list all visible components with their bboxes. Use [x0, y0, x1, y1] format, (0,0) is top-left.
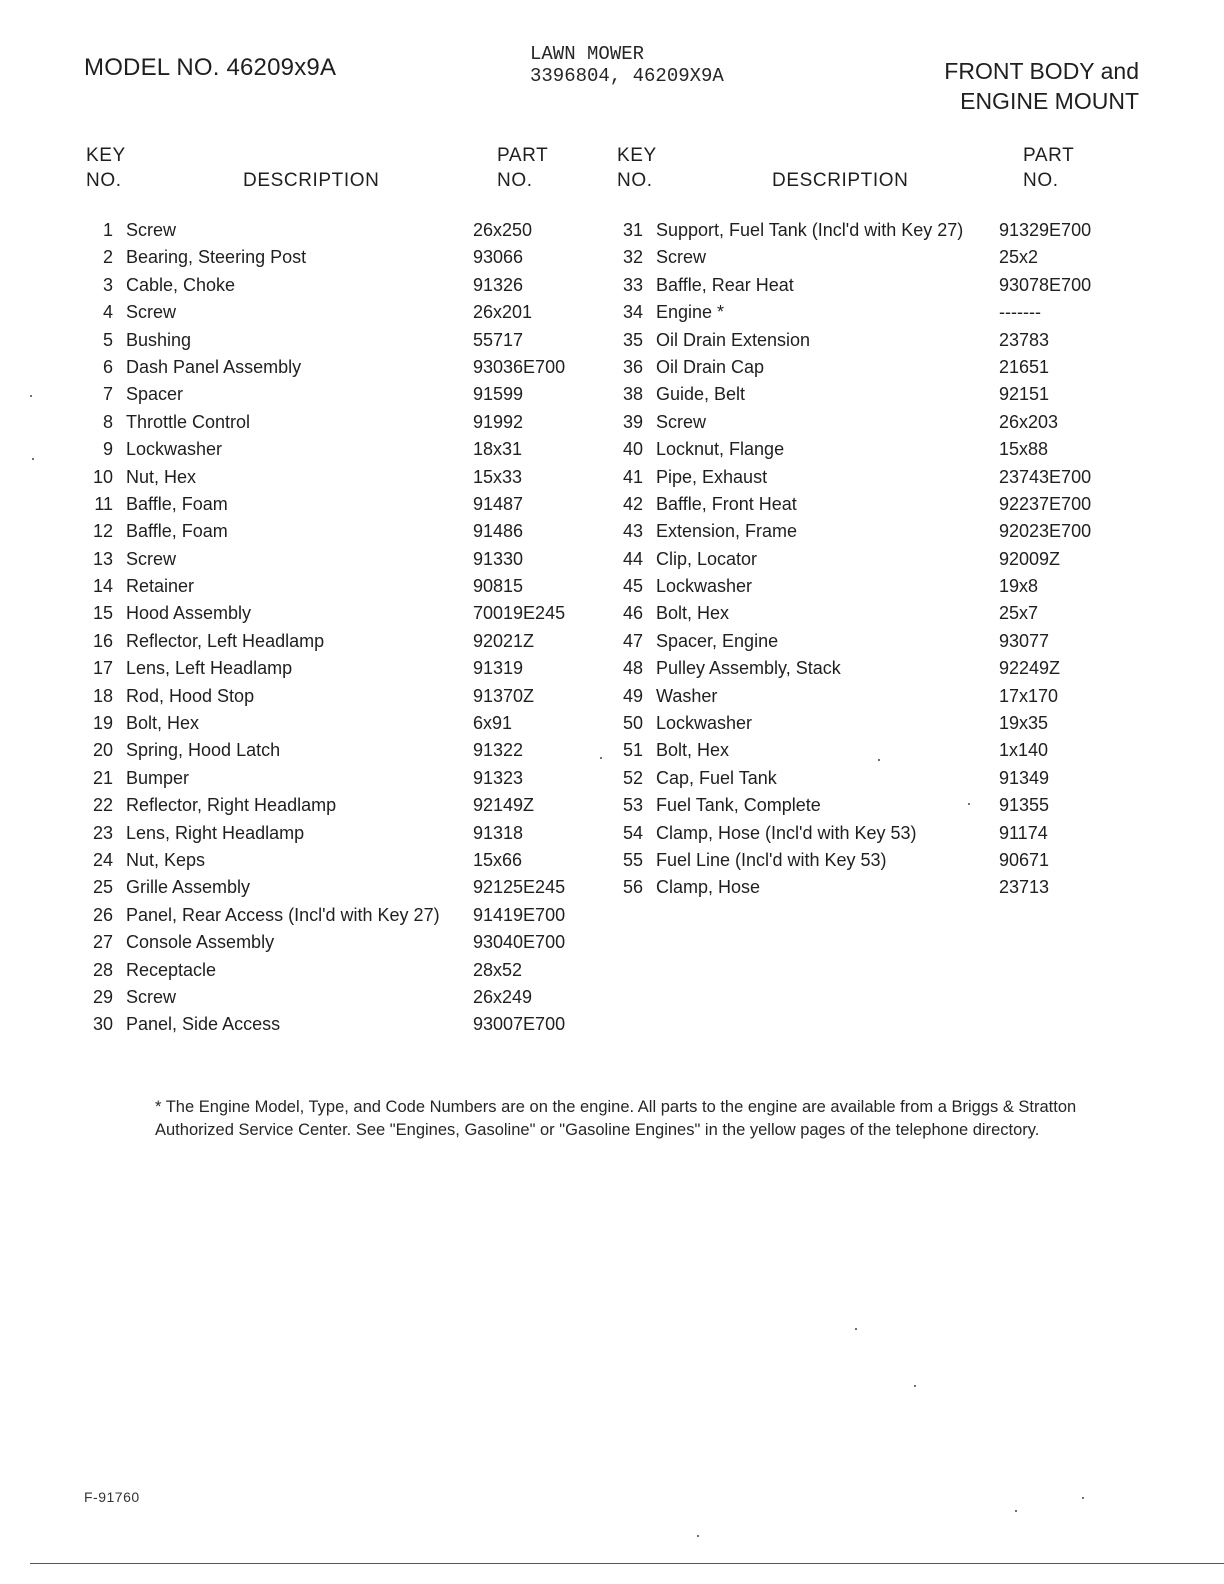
scan-speck	[30, 395, 32, 397]
key-number: 52	[622, 767, 643, 788]
section-title-line-1: FRONT BODY and	[944, 58, 1139, 84]
key-number: 39	[622, 411, 643, 432]
part-number: 91319	[473, 658, 524, 679]
part-row	[91, 549, 591, 576]
part-number: 91349	[999, 767, 1050, 788]
part-row	[91, 795, 591, 822]
part-number: 91326	[473, 274, 524, 295]
part-number: 91487	[473, 493, 524, 514]
part-number: 91330	[473, 548, 524, 569]
part-number: 25x2	[999, 247, 1039, 268]
key-no-header-right: KEY NO.	[617, 145, 657, 191]
key-number: 46	[622, 603, 643, 624]
part-row	[621, 275, 1121, 302]
scan-speck	[914, 1385, 916, 1387]
part-row	[91, 686, 591, 713]
part-row	[91, 823, 591, 850]
part-row	[621, 603, 1121, 630]
part-row	[91, 330, 591, 357]
key-number: 44	[622, 548, 643, 569]
part-number: -------	[999, 302, 1041, 323]
scan-speck	[697, 1535, 699, 1537]
part-row	[621, 412, 1121, 439]
key-number: 11	[94, 493, 113, 514]
part-row	[621, 220, 1121, 247]
part-description: Cable, Choke	[126, 274, 236, 295]
part-number: 91370Z	[473, 685, 535, 706]
part-number: 18x31	[473, 439, 523, 460]
part-number: 91322	[473, 740, 524, 761]
part-description: Baffle, Foam	[126, 521, 228, 542]
part-number: 1x140	[999, 740, 1049, 761]
bottom-rule	[30, 1563, 1224, 1564]
form-number: F-91760	[84, 1489, 140, 1505]
part-row	[91, 521, 591, 548]
part-row	[91, 932, 591, 959]
part-row	[621, 302, 1121, 329]
part-description: Bolt, Hex	[656, 603, 730, 624]
part-row	[91, 603, 591, 630]
part-description: Panel, Rear Access (Incl'd with Key 27)	[126, 904, 440, 925]
part-number: 15x33	[473, 466, 523, 487]
part-description: Screw	[126, 986, 177, 1007]
description-header-right: DESCRIPTION	[772, 170, 909, 191]
part-row	[91, 247, 591, 274]
key-number: 56	[622, 877, 643, 898]
key-number: 18	[92, 685, 113, 706]
part-row	[91, 658, 591, 685]
key-number: 38	[622, 384, 643, 405]
part-number: 93078E700	[999, 274, 1092, 295]
part-row	[621, 247, 1121, 274]
part-number: 92021Z	[473, 630, 535, 651]
key-number: 53	[622, 795, 643, 816]
part-description: Baffle, Foam	[126, 493, 228, 514]
part-row	[91, 987, 591, 1014]
part-description: Bumper	[126, 767, 190, 788]
part-number: 23783	[999, 329, 1050, 350]
part-description: Guide, Belt	[656, 384, 746, 405]
part-number: 93066	[473, 247, 524, 268]
part-number: 91419E700	[473, 904, 566, 925]
key-number: 15	[92, 603, 113, 624]
part-number: 91323	[473, 767, 524, 788]
part-number: 15x66	[473, 849, 523, 870]
part-description: Rod, Hood Stop	[126, 685, 255, 706]
part-description: Screw	[126, 302, 177, 323]
description-header-left: DESCRIPTION	[243, 170, 380, 191]
part-number: 91992	[473, 411, 524, 432]
part-description: Grille Assembly	[126, 877, 251, 898]
key-number: 23	[92, 822, 113, 843]
part-description: Lockwasher	[656, 713, 753, 734]
key-number: 20	[92, 740, 113, 761]
part-row	[621, 850, 1121, 877]
scan-speck	[600, 757, 602, 759]
part-description: Receptacle	[126, 959, 217, 980]
part-number: 25x7	[999, 603, 1039, 624]
key-number: 29	[92, 986, 113, 1007]
key-number: 35	[622, 329, 643, 350]
part-description: Bearing, Steering Post	[126, 247, 307, 268]
part-description: Panel, Side Access	[126, 1014, 281, 1035]
part-row	[621, 740, 1121, 767]
part-description: Console Assembly	[126, 932, 275, 953]
part-description: Spring, Hood Latch	[126, 740, 281, 761]
key-number: 41	[622, 466, 643, 487]
part-description: Washer	[656, 685, 718, 706]
part-row	[621, 384, 1121, 411]
part-row	[91, 357, 591, 384]
part-description: Baffle, Front Heat	[656, 493, 797, 514]
part-description: Engine *	[656, 302, 725, 323]
part-no-header-right: PART NO.	[1023, 145, 1075, 191]
key-number: 22	[92, 795, 113, 816]
key-number: 13	[92, 548, 113, 569]
part-row	[91, 275, 591, 302]
part-description: Lockwasher	[656, 576, 753, 597]
part-row	[91, 439, 591, 466]
part-description: Hood Assembly	[126, 603, 252, 624]
part-number: 93036E700	[473, 356, 566, 377]
key-no-header-left: KEY NO.	[86, 145, 126, 191]
key-number: 51	[622, 740, 643, 761]
part-description: Screw	[656, 411, 707, 432]
part-number: 19x35	[999, 713, 1049, 734]
part-row	[621, 658, 1121, 685]
part-row	[91, 1014, 591, 1041]
part-row	[621, 795, 1121, 822]
part-number: 92149Z	[473, 795, 535, 816]
part-description: Nut, Keps	[126, 849, 206, 870]
part-row	[621, 494, 1121, 521]
part-row	[621, 549, 1121, 576]
part-number: 26x203	[999, 411, 1059, 432]
key-number: 30	[92, 1014, 113, 1035]
part-number: 19x8	[999, 576, 1039, 597]
part-description: Throttle Control	[126, 411, 251, 432]
part-description: Screw	[126, 548, 177, 569]
part-row	[91, 713, 591, 740]
key-number: 40	[622, 439, 643, 460]
parts-list-left	[91, 220, 591, 1042]
part-description: Bolt, Hex	[656, 740, 730, 761]
part-row	[621, 713, 1121, 740]
part-row	[91, 631, 591, 658]
section-heading	[944, 56, 1139, 116]
scan-speck	[968, 803, 970, 805]
part-description: Oil Drain Extension	[656, 329, 811, 350]
part-number: 91599	[473, 384, 524, 405]
key-number: 10	[92, 466, 113, 487]
part-row	[621, 768, 1121, 795]
part-description: Screw	[656, 247, 707, 268]
key-number: 21	[92, 767, 113, 788]
part-row	[91, 960, 591, 987]
part-row	[91, 412, 591, 439]
part-row	[621, 330, 1121, 357]
part-description: Retainer	[126, 576, 195, 597]
part-number: 26x250	[473, 220, 533, 240]
product-name: LAWN MOWER	[530, 43, 645, 65]
part-number: 23713	[999, 877, 1050, 898]
key-number: 14	[92, 576, 113, 597]
key-number: 50	[622, 713, 643, 734]
part-description: Fuel Line (Incl'd with Key 53)	[656, 849, 887, 870]
part-number: 91174	[999, 822, 1048, 843]
part-row	[621, 686, 1121, 713]
part-number: 55717	[473, 329, 524, 350]
part-no-header-left: PART NO.	[497, 145, 549, 191]
key-number: 42	[622, 493, 643, 514]
key-number: 49	[622, 685, 643, 706]
part-description: Clamp, Hose	[656, 877, 761, 898]
part-description: Lockwasher	[126, 439, 223, 460]
key-number: 34	[622, 302, 643, 323]
model-number: MODEL NO. 46209x9A	[84, 54, 337, 81]
product-heading	[530, 43, 724, 87]
part-number: 21651	[999, 356, 1050, 377]
key-number: 3	[102, 274, 113, 295]
part-row	[91, 740, 591, 767]
key-number: 4	[102, 302, 113, 323]
key-number: 54	[622, 822, 643, 843]
part-row	[91, 576, 591, 603]
part-description: Nut, Hex	[126, 466, 197, 487]
scan-speck	[855, 1328, 857, 1330]
key-number: 36	[622, 356, 643, 377]
key-number: 25	[92, 877, 113, 898]
scan-speck	[32, 458, 34, 460]
part-number: 23743E700	[999, 466, 1092, 487]
part-description: Oil Drain Cap	[656, 356, 765, 377]
part-number: 92125E245	[473, 877, 566, 898]
part-description: Cap, Fuel Tank	[656, 767, 777, 788]
part-row	[621, 439, 1121, 466]
key-number: 17	[92, 658, 113, 679]
part-number: 93007E700	[473, 1014, 566, 1035]
key-number: 48	[622, 658, 643, 679]
part-row	[621, 823, 1121, 850]
part-description: Clamp, Hose (Incl'd with Key 53)	[656, 822, 917, 843]
engine-footnote: * The Engine Model, Type, and Code Numbers are on the engine. All parts to the engine are available from a Briggs & Stratton Authorized Service Center. See "Engines, Gasoline" or "Gasoline Engines" in the yellow pages of the telephone directory.	[155, 1098, 1077, 1139]
product-numbers: 3396804, 46209X9A	[530, 65, 724, 87]
part-number: 92009Z	[999, 548, 1061, 569]
part-number: 26x249	[473, 986, 533, 1007]
part-description: Extension, Frame	[656, 521, 798, 542]
key-number: 43	[622, 521, 643, 542]
part-row	[91, 467, 591, 494]
key-number: 16	[92, 630, 113, 651]
key-number: 7	[102, 384, 113, 405]
key-number: 12	[92, 521, 113, 542]
part-row	[91, 494, 591, 521]
scan-speck	[878, 759, 880, 761]
part-description: Screw	[126, 220, 177, 240]
section-title-line-2: ENGINE MOUNT	[960, 88, 1139, 114]
part-description: Dash Panel Assembly	[126, 356, 302, 377]
key-number: 9	[102, 439, 113, 460]
key-number: 1	[102, 220, 113, 240]
part-row	[621, 357, 1121, 384]
part-number: 93077	[999, 630, 1050, 651]
part-row	[621, 576, 1121, 603]
part-row	[91, 302, 591, 329]
part-description: Lens, Right Headlamp	[126, 822, 305, 843]
scan-speck	[1082, 1497, 1084, 1499]
part-description: Pipe, Exhaust	[656, 466, 768, 487]
part-description: Reflector, Left Headlamp	[126, 630, 325, 651]
part-description: Reflector, Right Headlamp	[126, 795, 337, 816]
scan-speck	[1015, 1510, 1017, 1512]
key-number: 28	[92, 959, 113, 980]
part-row	[621, 877, 1121, 904]
part-description: Baffle, Rear Heat	[656, 274, 794, 295]
part-row	[91, 384, 591, 411]
part-description: Clip, Locator	[656, 548, 758, 569]
part-number: 91329E700	[999, 220, 1092, 240]
part-row	[91, 220, 591, 247]
key-number: 45	[622, 576, 643, 597]
parts-list-right	[621, 220, 1121, 905]
key-number: 55	[622, 849, 643, 870]
key-number: 24	[92, 849, 113, 870]
part-number: 15x88	[999, 439, 1049, 460]
part-number: 91318	[473, 822, 524, 843]
part-number: 92023E700	[999, 521, 1092, 542]
part-row	[91, 877, 591, 904]
part-row	[621, 631, 1121, 658]
key-number: 27	[92, 932, 113, 953]
part-description: Locknut, Flange	[656, 439, 785, 460]
part-number: 90815	[473, 576, 524, 597]
part-row	[621, 467, 1121, 494]
key-number: 47	[622, 630, 643, 651]
part-number: 70019E245	[473, 603, 566, 624]
part-number: 91486	[473, 521, 524, 542]
part-description: Bolt, Hex	[126, 713, 200, 734]
key-number: 8	[102, 411, 113, 432]
key-number: 2	[102, 247, 113, 268]
key-number: 33	[622, 274, 643, 295]
key-number: 19	[92, 713, 113, 734]
key-number: 31	[622, 220, 643, 240]
part-description: Support, Fuel Tank (Incl'd with Key 27)	[656, 220, 964, 240]
part-number: 92151	[999, 384, 1050, 405]
part-number: 6x91	[473, 713, 513, 734]
part-row	[91, 905, 591, 932]
part-number: 17x170	[999, 685, 1059, 706]
part-description: Lens, Left Headlamp	[126, 658, 293, 679]
part-number: 26x201	[473, 302, 533, 323]
key-number: 6	[102, 356, 113, 377]
part-row	[621, 521, 1121, 548]
part-number: 92237E700	[999, 493, 1092, 514]
part-description: Spacer	[126, 384, 184, 405]
part-description: Bushing	[126, 329, 192, 350]
key-number: 5	[102, 329, 113, 350]
part-number: 90671	[999, 849, 1050, 870]
part-description: Fuel Tank, Complete	[656, 795, 821, 816]
part-number: 93040E700	[473, 932, 566, 953]
part-row	[91, 768, 591, 795]
part-number: 28x52	[473, 959, 523, 980]
part-row	[91, 850, 591, 877]
part-number: 92249Z	[999, 658, 1061, 679]
part-description: Pulley Assembly, Stack	[656, 658, 841, 679]
part-number: 91355	[999, 795, 1050, 816]
part-description: Spacer, Engine	[656, 630, 779, 651]
key-number: 32	[622, 247, 643, 268]
key-number: 26	[92, 904, 113, 925]
